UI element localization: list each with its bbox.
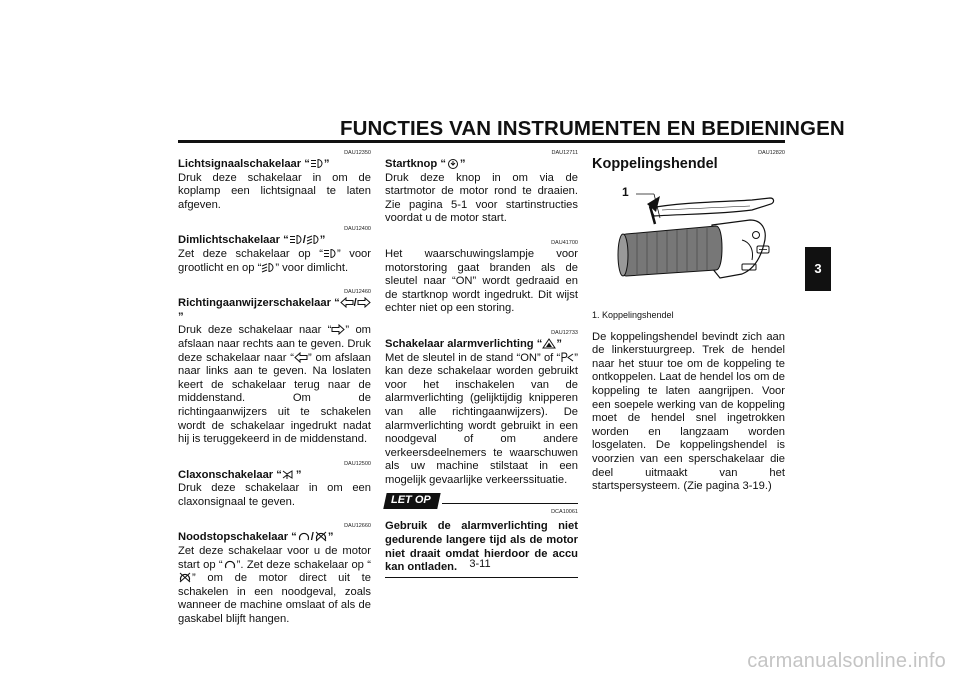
- arrow-left-icon: [294, 352, 308, 363]
- engine-stop-icon: [314, 531, 328, 542]
- arrow-left-icon: [340, 297, 354, 308]
- chapter-tab: 3: [805, 247, 831, 291]
- column-right: [592, 150, 785, 494]
- low-beam-icon: [261, 262, 275, 273]
- section-body: Zet deze schakelaar voor u de motor start op “ ”. Zet deze schakelaar op “” om de motor direct uit te schakelen in een noodgeval, zoals wanneer de machine omslaat of als de gaskabel blijft hangen.: [178, 545, 371, 626]
- caution-rule: [442, 503, 578, 504]
- section-code: DAU12460: [344, 289, 371, 296]
- arrow-right-icon: [331, 324, 345, 335]
- section-code: DAU12350: [344, 150, 371, 156]
- section-body: Met de sleutel in de stand “ON” of “ ” kan deze schakelaar worden gebruikt voor het inschakelen van de alarmverlichting (gelijktijdig knipperen van alle richtingaanwijzers). De alarmverlichting wordt gebruikt in een noodgeval of om andere verkeersdeelnemers te waarschuwen als uw machine stilstaat in een mogelijk gevaarlijke verkeerssituatie.: [385, 351, 578, 486]
- engine-stop-icon: [178, 572, 192, 583]
- caution-badge: LET OP: [383, 493, 440, 509]
- section-title: Lichtsignaalschakelaar “ ”: [178, 158, 330, 170]
- section-body: Druk deze schakelaar in om de koplamp een lichtsignaal te laten afgeven.: [178, 171, 371, 211]
- caution-code: DCA10061: [551, 509, 578, 516]
- page-header-title: FUNCTIES VAN INSTRUMENTEN EN BEDIENINGEN: [340, 117, 845, 140]
- parking-icon: [560, 352, 574, 363]
- section-malfunction-light: [385, 240, 578, 316]
- clutch-lever-drawing: [592, 180, 785, 300]
- section-start-switch: [385, 150, 578, 226]
- section-code: DAU12733: [551, 329, 578, 336]
- section-title: Startknop “ ”: [385, 158, 466, 170]
- figure-caption: 1. Koppelingshendel: [592, 309, 674, 320]
- high-beam-icon: [289, 234, 303, 245]
- section-code: DAU12500: [344, 460, 371, 467]
- section-turn-signal: [178, 289, 371, 447]
- section-body: Druk deze schakelaar naar “ ” om afslaan naar rechts aan te geven. Druk deze schakelaar naar “ ” om afslaan naar links aan te geven. Na loslaten keert de schakelaar terug naar de middenstand. Om de richtingaanwijzers uit te schakelen wordt de schakelaar ingedrukt nadat hij is teruggekeerd in de middenstand.: [178, 324, 371, 446]
- section-body: Het waarschuwingslampje voor motorstoring gaat branden als de sleutel naar “ON” wordt gedraaid en de startknop wordt ingedrukt. Dit wijst echter niet op een storing.: [385, 247, 578, 315]
- section-code: DAU12400: [344, 226, 371, 233]
- section-title: Richtingaanwijzerschakelaar “ /”: [178, 297, 371, 324]
- caution-header: [385, 491, 578, 509]
- section-code: DAU41700: [551, 239, 578, 246]
- section-title: Dimlichtschakelaar “ / ”: [178, 234, 326, 247]
- section-title: Schakelaar alarmverlichting “ ”: [385, 337, 562, 350]
- section-code: DAU12660: [344, 523, 371, 530]
- column-middle: [385, 150, 578, 578]
- hazard-icon: [542, 338, 556, 349]
- section-heading: Koppelingshendel: [592, 156, 718, 172]
- section-body: Druk deze knop in om via de startmotor de motor rond te draaien. Zie pagina 5-1 voor startinstructies voordat u de motor start.: [385, 171, 578, 225]
- section-code: DAU12820: [758, 150, 785, 156]
- section-horn: [178, 461, 371, 510]
- header-rule: [178, 140, 785, 143]
- section-body: De koppelingshendel bevindt zich aan de linkerstuurgreep. Trek de hendel naar het stuur toe om de koppeling te ontkoppelen. Laat de hendel los om de koppeling te laten aangrijpen. Voor een soepele werking van de koppeling moet de hendel snel ingetrokken worden en langzaam worden losgelaten. De koppelingshendel is voorzien van een sperschakelaar die deel uitmaakt van het startspersysteem. (Zie pagina 3-19.): [592, 330, 785, 493]
- section-hazard-switch: [385, 330, 578, 488]
- section-engine-stop: [178, 523, 371, 626]
- high-beam-icon: [323, 248, 337, 259]
- starter-icon: [446, 158, 460, 169]
- watermark: carmanualsonline.info: [747, 650, 946, 672]
- section-body: Druk deze schakelaar in om een claxonsignaal te geven.: [178, 482, 371, 508]
- section-dimmer: [178, 226, 371, 275]
- arrow-right-icon: [357, 297, 371, 308]
- caution-text: Gebruik de alarmverlichting niet gedurende langere tijd als de motor niet draait omdat hierdoor de accu kan ontladen.: [385, 520, 578, 574]
- section-body: Zet deze schakelaar op “ ” voor grootlicht en op “ ” voor dimlicht.: [178, 247, 371, 274]
- caution-end-rule: [385, 577, 578, 578]
- callout-number: 1: [622, 184, 629, 199]
- engine-run-icon: [297, 531, 311, 542]
- section-code: DAU12711: [551, 150, 578, 156]
- section-title: Claxonschakelaar “ ”: [178, 468, 302, 481]
- horn-icon: [282, 469, 296, 480]
- low-beam-icon: [306, 234, 320, 245]
- section-passing-light: [178, 150, 371, 212]
- passing-light-icon: [310, 158, 324, 169]
- page-number: 3-11: [469, 558, 491, 570]
- section-title: Noodstopschakelaar “ / ”: [178, 531, 334, 544]
- clutch-lever-illustration: [592, 180, 785, 300]
